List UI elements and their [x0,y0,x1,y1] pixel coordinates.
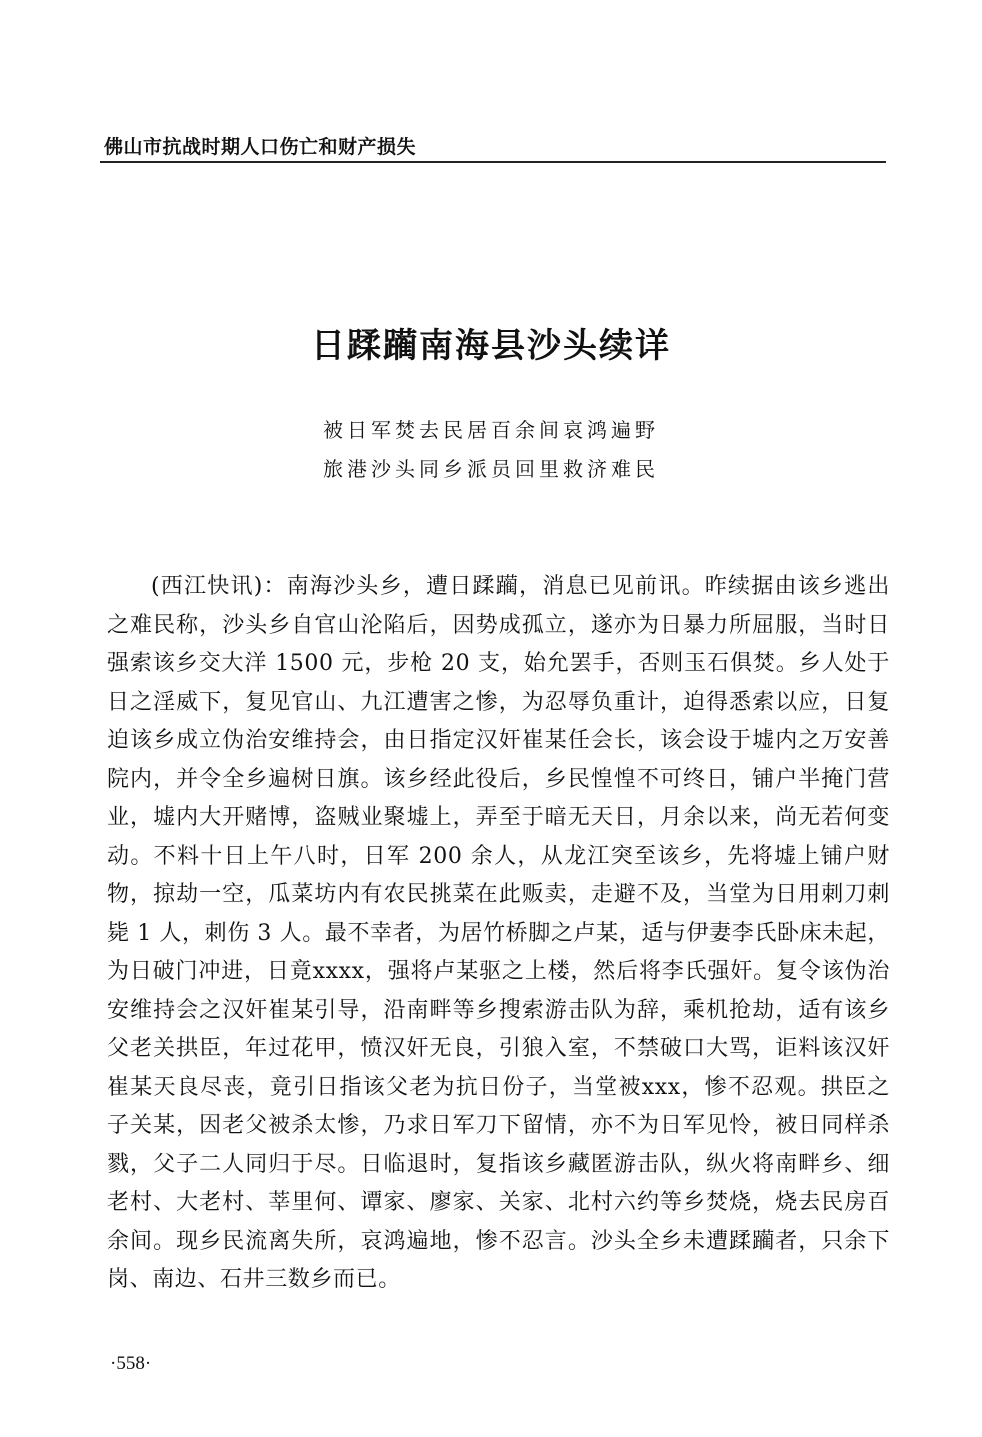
page-number: ·558· [110,1353,152,1374]
article-body: (西江快讯)：南海沙头乡，遭日蹂躏，消息已见前讯。昨续据由该乡逃出之难民称，沙头乡自官山沦陷后，因势成孤立，遂亦为日暴力所屈服，当时日强索该乡交大洋 1500 元，步枪 20 支，始允罢手，否则玉石俱焚。乡人处于日之淫威下，复见官山、九江遭害之惨，为忍辱负重计，迫得悉索以应，日复迫该乡成立伪治安维持会，由日指定汉奸崔某任会长，该会设于墟内之万安善院内，并令全乡遍树日旗。该乡经此役后，乡民惶惶不可终日，铺户半掩门营业，墟内大开赌博，盗贼业聚墟上，弄至于暗无天日，月余以来，尚无若何变动。不料十日上午八时，日军 200 余人，从龙江突至该乡，先将墟上铺户财物，掠劫一空，瓜菜坊内有农民挑菜在此贩卖，走避不及，当堂为日用刺刀刺毙 1 人，刺伤 3 人。最不幸者，为居竹桥脚之卢某，适与伊妻李氏卧床未起，为日破门冲进，日竟xxxx，强将卢某驱之上楼，然后将李氏强奸。复令该伪治安维持会之汉奸崔某引导，沿南畔等乡搜索游击队为辞，乘机抢劫，适有该乡父老关拱臣，年过花甲，愤汉奸无良，引狼入室，不禁破口大骂，讵料该汉奸崔某天良尽丧，竟引日指该父老为抗日份子，当堂被xxx，惨不忍观。拱臣之子关某，因老父被杀太惨，乃求日军刀下留情，亦不为日军见怜，被日同样杀戮，父子二人同归于尽。日临退时，复指该乡藏匿游击队，纵火将南畔乡、细老村、大老村、莘里何、谭家、廖家、关家、北村六约等乡焚烧，烧去民房百余间。现乡民流离失所，哀鸿遍地，惨不忍言。沙头全乡未遭蹂躏者，只余下岗、南边、石井三数乡而已。 [107,574,890,1292]
article-subtitle: 被日军焚去民居百余间哀鸿遍野 [323,418,659,442]
article-subtitle: 旅港沙头同乡派员回里救济难民 [323,457,659,481]
article-title: 日蹂躏南海县沙头续详 [311,326,671,366]
header-rule [100,161,886,163]
running-head: 佛山市抗战时期人口伤亡和财产损失 [104,136,417,158]
